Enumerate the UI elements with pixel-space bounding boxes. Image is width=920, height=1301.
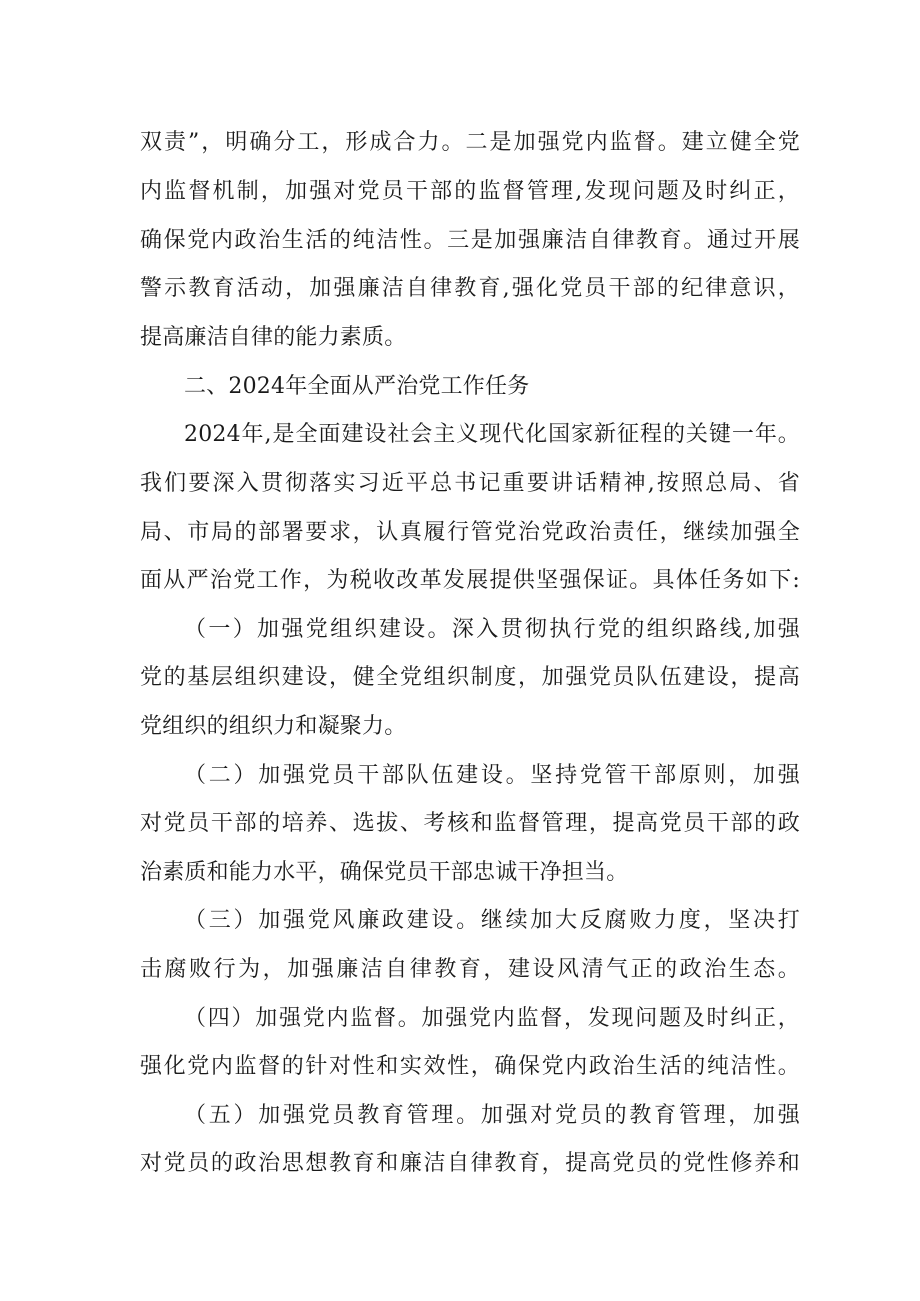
text-line: 我们要深入贯彻落实习近平总书记重要讲话精神,按照总局、省 (140, 471, 800, 496)
text-line: 2024年,是全面建设社会主义现代化国家新征程的关键一年。 (184, 422, 800, 447)
text-line: 党组织的组织力和凝聚力。 (140, 714, 407, 739)
text-line: 党的基层组织建设，健全党组织制度，加强党员队伍建设，提高 (140, 665, 800, 690)
text-line: 双责”，明确分工，形成合力。二是加强党内监督。建立健全党 (140, 130, 800, 155)
text-line: （四）加强党内监督。加强党内监督，发现问题及时纠正， (184, 1006, 800, 1031)
section-heading: 二、2024年全面从严治党工作任务 (184, 374, 530, 399)
text-line: 内监督机制，加强对党员干部的监督管理,发现问题及时纠正， (140, 179, 800, 204)
text-line: （一）加强党组织建设。深入贯彻执行党的组织路线,加强 (184, 617, 800, 642)
text-line: 击腐败行为，加强廉洁自律教育，建设风清气正的政治生态。 (140, 957, 800, 982)
text-line: 对党员的政治思想教育和廉洁自律教育，提高党员的党性修养和 (140, 1151, 800, 1176)
text-line: 面从严治党工作，为税收改革发展提供坚强保证。具体任务如下: (140, 568, 800, 593)
text-line: 强化党内监督的针对性和实效性，确保党内政治生活的纯洁性。 (140, 1054, 800, 1079)
text-line: 局、市局的部署要求，认真履行管党治党政治责任，继续加强全 (140, 520, 800, 545)
text-line: 提高廉洁自律的能力素质。 (140, 325, 407, 350)
text-line: 警示教育活动，加强廉洁自律教育,强化党员干部的纪律意识， (140, 276, 800, 301)
text-line: 确保党内政治生活的纯洁性。三是加强廉洁自律教育。通过开展 (140, 228, 800, 253)
text-line: （三）加强党风廉政建设。继续加大反腐败力度，坚决打 (184, 908, 800, 933)
text-line: 对党员干部的培养、选拔、考核和监督管理，提高党员干部的政 (140, 811, 800, 836)
text-line: （五）加强党员教育管理。加强对党员的教育管理，加强 (184, 1103, 800, 1128)
text-line: （二）加强党员干部队伍建设。坚持党管干部原则，加强 (184, 763, 800, 788)
text-line: 治素质和能力水平，确保党员干部忠诚干净担当。 (140, 860, 629, 885)
